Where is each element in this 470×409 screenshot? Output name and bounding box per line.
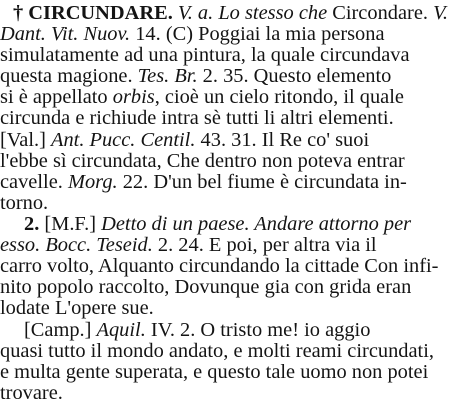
entry-text: [Val.]: [0, 129, 51, 151]
entry-text: nito popolo raccolto, Dovunque gia con grida eran: [0, 276, 412, 298]
entry-text: carro volto, Alquanto circundando la cittade Con infi-: [0, 255, 439, 277]
entry-text: IV. 2. O tristo me! io aggio: [150, 319, 371, 341]
entry-line: [0, 298, 154, 318]
citation-text: esso. Bocc. Teseid.: [0, 234, 158, 256]
entry-line: [0, 24, 385, 44]
entry-text: questa magione.: [0, 65, 138, 87]
entry-text: [Camp.]: [24, 319, 97, 341]
entry-line: [0, 256, 438, 276]
entry-text: quasi tutto il mondo andato, e molti reami circundati,: [0, 340, 434, 362]
entry-text: 43. 31. Il Re co' suoi: [200, 129, 370, 151]
citation-text: Ant. Pucc. Centil.: [50, 129, 201, 151]
entry-line: [0, 277, 411, 297]
entry-text: 14. (C) Poggiai la mia persona: [135, 23, 385, 45]
entry-text: 2. 24. E poi, per altra via il: [157, 234, 377, 256]
entry-line: [0, 362, 428, 382]
entry-line: [0, 341, 434, 361]
entry-text: torno.: [0, 192, 49, 214]
entry-line: [0, 193, 48, 213]
sense-number: 2.: [24, 213, 45, 235]
entry-text: l'ebbe sì circundata, Che dentro non poteva entrar: [0, 150, 405, 172]
citation-text: Morg.: [67, 171, 123, 193]
entry-text: trovare.: [0, 382, 63, 404]
entry-text: si è appellato: [0, 86, 113, 108]
entry-text: 22. D'un bel fiume è circundata in-: [122, 171, 407, 193]
citation-text: Dant. Vit. Nuov.: [0, 23, 136, 45]
entry-text: , cioè un cielo ritondo, il quale: [154, 86, 404, 108]
entry-line: [24, 320, 370, 340]
citation-text: orbis: [112, 86, 155, 108]
entry-line: [0, 130, 369, 150]
entry-line: [0, 108, 394, 128]
entry-text: e multa gente superata, e questo tale uomo non potei: [0, 361, 429, 383]
entry-line: [0, 66, 391, 86]
entry-line: [0, 151, 405, 171]
citation-text: Tes. Br.: [137, 65, 203, 87]
entry-text: cavelle.: [0, 171, 68, 193]
citation-text: Detto di un paese. Andare attorno per: [101, 213, 412, 235]
entry-text: Circondare.: [332, 2, 434, 24]
headword: CIRCUNDARE.: [28, 2, 173, 24]
citation-text: Aquil.: [96, 319, 151, 341]
entry-text: simulatamente ad una pintura, la quale circundava: [0, 44, 410, 66]
entry-text: circunda e richiude intra sè tutti li altri elementi.: [0, 107, 394, 129]
entry-line: [0, 235, 377, 255]
entry-text: lodate L'opere sue.: [0, 297, 154, 319]
entry-line: [0, 87, 404, 107]
citation-text: V. a. Lo stesso che: [177, 2, 333, 24]
entry-line: [0, 383, 63, 403]
dagger-mark: †: [13, 2, 24, 24]
entry-text: [M.F.]: [44, 213, 102, 235]
entry-line: [13, 3, 448, 23]
entry-line: [0, 45, 410, 65]
entry-line: [0, 172, 407, 192]
entry-line: [24, 214, 411, 234]
entry-text: 2. 35. Questo elemento: [202, 65, 392, 87]
citation-text: V.: [433, 2, 449, 24]
